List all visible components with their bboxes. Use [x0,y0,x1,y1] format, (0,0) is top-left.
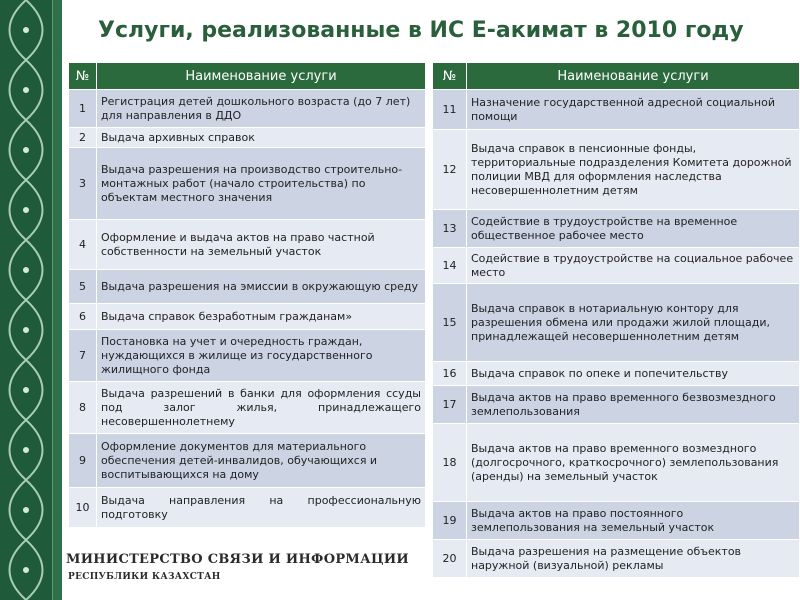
row-num: 13 [433,210,467,248]
table-row [69,488,426,528]
page-title: Услуги, реализованные в ИС Е-акимат в 2010 году [98,18,744,43]
row-text: Назначение государственной адресной социальной помощи [467,90,800,130]
row-num: 16 [433,362,467,386]
row-text: Выдача актов на право временного безвозмездного землепользования [467,386,800,424]
row-text: Содействие в трудоустройстве на социальное рабочее место [467,248,800,284]
table-row [433,362,800,386]
row-text: Выдача направления на профессиональную подготовку [97,488,426,528]
header-num: № [69,63,97,90]
ornament-border [0,0,62,600]
table-row [433,502,800,540]
row-num: 20 [433,540,467,578]
table-row [433,130,800,210]
services-table-right [432,62,800,578]
row-text: Выдача архивных справок [97,128,426,148]
ministry-logo [66,548,428,600]
row-text: Выдача актов на право временного возмездного (долгосрочного, краткосрочного) землепользования (аренды) на земельный участок [467,424,800,502]
row-text: Оформление документов для материального обеспечения детей-инвалидов, обучающихся и воспитывающихся на дому [97,434,426,488]
table-row [69,270,426,304]
row-num: 6 [69,304,97,330]
table-row [433,284,800,362]
row-text: Оформление и выдача актов на право частной собственности на земельный участок [97,220,426,270]
ornament-pattern-icon [0,0,52,600]
ministry-country: РЕСПУБЛИКИ КАЗАХСТАН [68,572,221,582]
row-num: 14 [433,248,467,284]
row-text: Выдача справок по опеке и попечительству [467,362,800,386]
row-num: 7 [69,330,97,382]
row-num: 15 [433,284,467,362]
table-row [433,540,800,578]
row-num: 19 [433,502,467,540]
row-num: 10 [69,488,97,528]
row-text: Выдача справок безработным гражданам» [97,304,426,330]
row-text: Выдача разрешения на размещение объектов наружной (визуальной) рекламы [467,540,800,578]
table-row [69,330,426,382]
table-row [433,424,800,502]
row-text: Регистрация детей дошкольного возраста (до 7 лет) для направления в ДДО [97,90,426,128]
row-text: Содействие в трудоустройстве на временное общественное рабочее место [467,210,800,248]
table-header-row [69,63,426,90]
ministry-name: МИНИСТЕРСТВО СВЯЗИ И ИНФОРМАЦИИ [66,552,409,567]
table-row [69,434,426,488]
table-row [433,90,800,130]
table-row [69,128,426,148]
table-row [69,304,426,330]
row-num: 4 [69,220,97,270]
row-text: Выдача разрешений в банки для оформления ссуды под залог жилья, принадлежащего несовершеннолетнему [97,382,426,434]
row-text: Выдача актов на право постоянного землепользования на земельный участок [467,502,800,540]
table-row [69,382,426,434]
table-row [433,386,800,424]
table-row [433,248,800,284]
row-num: 9 [69,434,97,488]
table-header-row [433,63,800,90]
services-table-left [68,62,426,528]
row-num: 3 [69,148,97,220]
row-text: Выдача справок в нотариальную контору для разрешения обмена или продажи жилой площади, принадлежащей несовершеннолетним детям [467,284,800,362]
row-num: 18 [433,424,467,502]
header-name: Наименование услуги [97,63,426,90]
ornament-stripe [52,0,62,600]
row-num: 5 [69,270,97,304]
row-num: 11 [433,90,467,130]
header-num: № [433,63,467,90]
table-row [69,220,426,270]
row-num: 12 [433,130,467,210]
row-text: Выдача разрешения на производство строительно-монтажных работ (начало строительства) по объектам местного значения [97,148,426,220]
row-num: 1 [69,90,97,128]
table-row [433,210,800,248]
header-name: Наименование услуги [467,63,800,90]
row-text: Постановка на учет и очередность граждан, нуждающихся в жилище из государственного жилищного фонда [97,330,426,382]
row-text: Выдача разрешения на эмиссии в окружающую среду [97,270,426,304]
row-num: 8 [69,382,97,434]
row-num: 2 [69,128,97,148]
row-num: 17 [433,386,467,424]
table-row [69,148,426,220]
table-row [69,90,426,128]
row-text: Выдача справок в пенсионные фонды, территориальные подразделения Комитета дорожной полиции МВД для оформления наследства несовершеннолетним детям [467,130,800,210]
